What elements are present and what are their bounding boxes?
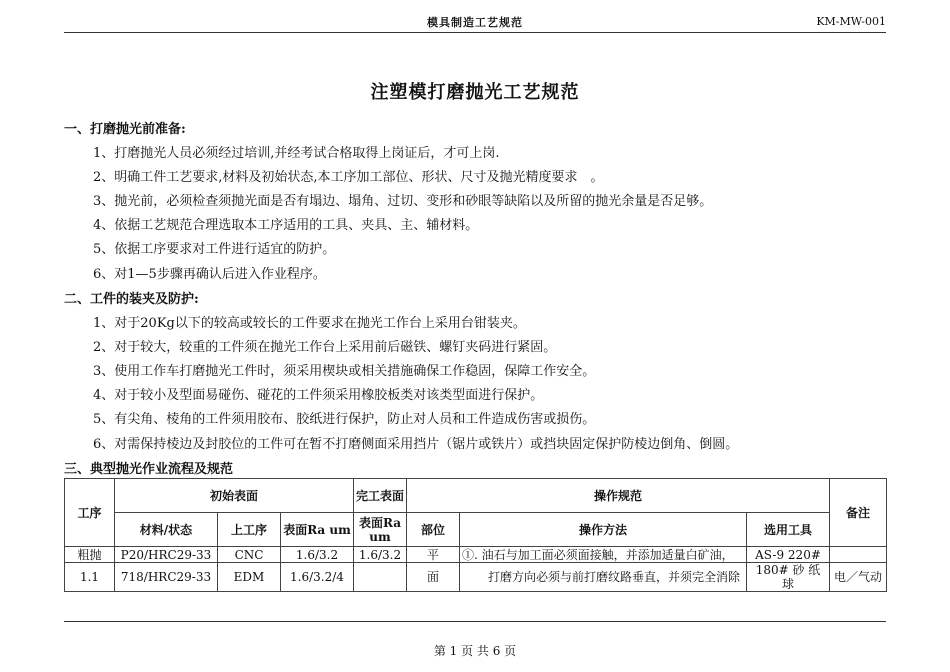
table-row <box>65 547 887 563</box>
th-part: 部位 <box>407 513 460 547</box>
cell-remark: 电／气动 <box>830 563 887 592</box>
document-code: KM-MW-001 <box>816 15 886 28</box>
header-divider <box>64 32 886 33</box>
cell-process: 粗抛 <box>65 547 115 563</box>
list-item: 4、依据工艺规范合理选取本工序适用的工具、夹具、主、辅材料。 <box>93 218 479 233</box>
th-finish-ra: 表面Ra um <box>354 513 407 547</box>
th-finish-surface: 完工表面 <box>354 479 407 513</box>
section-title-clamping: 二、工件的装夹及防护: <box>64 292 199 307</box>
list-item: 3、抛光前，必须检查须抛光面是否有塌边、塌角、过切、变形和砂眼等缺陷以及所留的抛光余量是否足够。 <box>93 194 713 209</box>
cell-prev: CNC <box>218 547 281 563</box>
cell-finish-ra <box>354 563 407 592</box>
list-item: 5、有尖角、棱角的工件须用胶布、胶纸进行保护，防止对人员和工件造成伤害或损伤。 <box>93 412 596 427</box>
list-item: 6、对1—5步骤再确认后进入作业程序。 <box>93 267 326 282</box>
th-prev-process: 上工序 <box>218 513 281 547</box>
th-initial-surface: 初始表面 <box>115 479 354 513</box>
list-item: 1、对于20Kg以下的较高或较长的工件要求在抛光工作台上采用台钳装夹。 <box>93 316 526 331</box>
footer-divider <box>64 621 886 622</box>
cell-process: 1.1 <box>65 563 115 592</box>
list-item: 2、明确工件工艺要求,材料及初始状态,本工序加工部位、形状、尺寸及抛光精度要求 。 <box>93 170 604 185</box>
cell-ra: 1.6/3.2/4 <box>281 563 354 592</box>
list-item: 6、对需保持棱边及封胶位的工件可在暂不打磨侧面采用挡片（锯片或铁片）或挡块固定保护防棱边倒角、倒圆。 <box>93 437 739 452</box>
cell-part: 面 <box>407 563 460 592</box>
cell-ra: 1.6/3.2 <box>281 547 354 563</box>
list-item: 3、使用工作车打磨抛光工件时，须采用楔块或相关措施确保工作稳固，保障工作安全。 <box>93 364 596 379</box>
th-surface-ra: 表面Ra um <box>281 513 354 547</box>
process-spec-table <box>64 478 887 592</box>
th-method: 操作方法 <box>460 513 747 547</box>
cell-material: P20/HRC29-33 <box>115 547 218 563</box>
th-process: 工序 <box>65 479 115 547</box>
cell-method: ①. 油石与加工面必须面接触，并添加适量白矿油， <box>460 547 747 563</box>
list-item: 1、打磨抛光人员必须经过培训,并经考试合格取得上岗证后，才可上岗. <box>93 146 500 161</box>
th-material-state: 材料/状态 <box>115 513 218 547</box>
cell-method: 打磨方向必须与前打磨纹路垂直，并须完全消除 <box>460 563 747 592</box>
page-number: 第 1 页 共 6 页 <box>433 644 517 658</box>
th-tool: 选用工具 <box>747 513 830 547</box>
cell-material: 718/HRC29-33 <box>115 563 218 592</box>
section-title-process: 三、典型抛光作业流程及规范 <box>64 462 234 477</box>
list-item: 4、对于较小及型面易碰伤、碰花的工件须采用橡胶板类对该类型面进行保护。 <box>93 388 544 403</box>
cell-tool: AS-9 220# <box>747 547 830 563</box>
cell-tool: 180# 砂 纸 球 <box>747 563 830 592</box>
document-title: 注塑模打磨抛光工艺规范 <box>370 82 580 103</box>
list-item: 5、依据工序要求对工件进行适宜的防护。 <box>93 242 336 257</box>
page-header-title: 模具制造工艺规范 <box>427 16 523 29</box>
cell-finish-ra: 1.6/3.2 <box>354 547 407 563</box>
cell-part: 平 <box>407 547 460 563</box>
section-title-prep: 一、打磨抛光前准备: <box>64 122 186 137</box>
th-operation-spec: 操作规范 <box>407 479 830 513</box>
table-row <box>65 563 887 592</box>
cell-remark <box>830 547 887 563</box>
list-item: 2、对于较大，较重的工件须在抛光工作台上采用前后磁铁、螺钉夹码进行紧固。 <box>93 340 557 355</box>
cell-prev: EDM <box>218 563 281 592</box>
th-remark: 备注 <box>830 479 887 547</box>
